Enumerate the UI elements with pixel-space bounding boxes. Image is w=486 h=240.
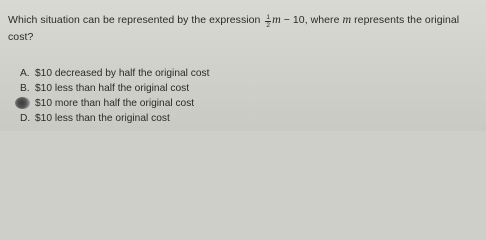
selected-mark-icon [15, 97, 30, 109]
option-letter: D. [20, 113, 31, 124]
option-text: $10 more than half the original cost [35, 98, 195, 109]
fraction-denominator: 2 [266, 22, 271, 29]
option-a[interactable] [20, 66, 209, 81]
answer-options [20, 66, 209, 126]
question-suffix-end: represents the original cost? [8, 14, 460, 43]
option-c[interactable] [20, 96, 209, 111]
suffix-variable: m [342, 12, 352, 26]
expression-tail: − 10 [280, 14, 305, 26]
question-text [8, 11, 480, 46]
option-b[interactable] [20, 81, 209, 96]
option-text: $10 less than half the original cost [35, 83, 190, 94]
option-letter: B. [20, 83, 30, 94]
option-d[interactable] [20, 111, 209, 126]
question-prefix: Which situation can be represented by the expression [8, 14, 261, 26]
question-suffix-start: , where [304, 14, 340, 26]
option-text: $10 decreased by half the original cost [35, 68, 210, 79]
fraction-numerator: 1 [266, 14, 271, 21]
option-letter: A. [20, 68, 30, 79]
expression-variable: m [272, 12, 281, 26]
fraction [265, 14, 271, 29]
option-text: $10 less than the original cost [35, 113, 170, 124]
